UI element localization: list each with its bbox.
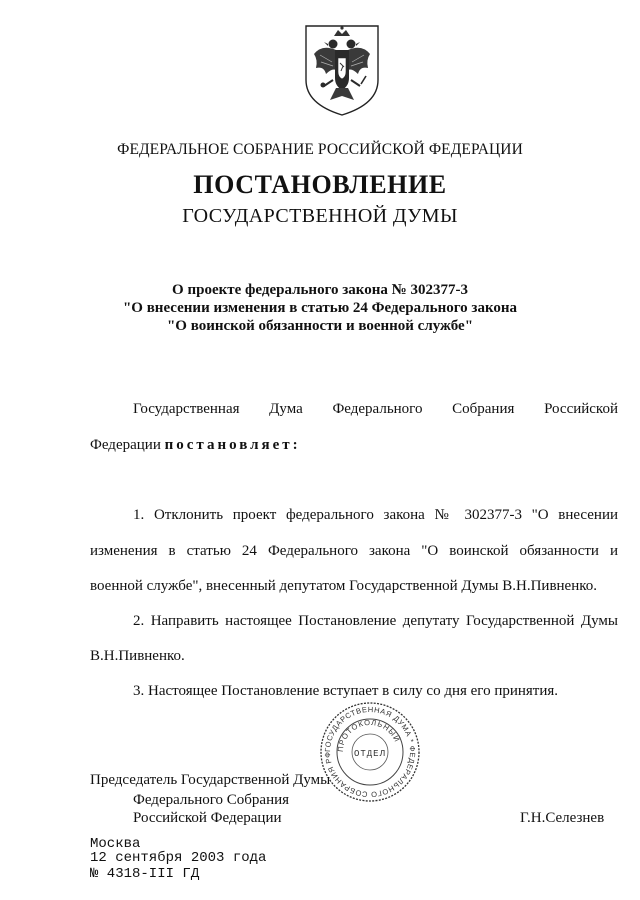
preamble-line	[90, 437, 301, 454]
paragraph-line: 1. Отклонить проект федерального закона № 302377-3 "О внесении	[133, 507, 618, 523]
document-type-heading: ПОСТАНОВЛЕНИЕ	[193, 170, 447, 199]
paragraph-line: 3. Настоящее Постановление вступает в силу со дня его принятия.	[133, 683, 559, 699]
signatory-title: Председатель Государственной Думы	[90, 772, 331, 788]
paragraph-line: изменения в статью 24 Федерального закона "О воинской обязанности и	[90, 543, 618, 559]
document-place: Москва	[90, 836, 141, 852]
issuer-title: ФЕДЕРАЛЬНОЕ СОБРАНИЕ РОССИЙСКОЙ ФЕДЕРАЦИИ	[117, 141, 523, 158]
official-stamp	[318, 700, 422, 804]
subject-line: "О внесении изменения в статью 24 Федерального закона	[122, 300, 518, 316]
document-number: № 4318-III ГД	[90, 866, 200, 882]
preamble-text: Федерации	[90, 437, 161, 453]
paragraph-line: В.Н.Пивненко.	[90, 648, 185, 664]
document-subtype-heading: ГОСУДАРСТВЕННОЙ ДУМЫ	[182, 205, 458, 227]
signatory-title: Российской Федерации	[133, 810, 282, 826]
stamp-ring-text: ГОСУДАРСТВЕННАЯ ДУМА * ФЕДЕРАЛЬНОГО СОБРАНИЯ РФ	[322, 704, 418, 800]
document-date: 12 сентября 2003 года	[90, 850, 267, 866]
stamp-inner-text: ПРОТОКОЛЬНЫЙ	[335, 717, 402, 753]
resolves-keyword: постановляет:	[164, 437, 301, 453]
signatory-name: Г.Н.Селезнев	[520, 810, 605, 826]
stamp-center-text: ОТДЕЛ	[353, 749, 387, 759]
coat-of-arms-emblem	[300, 22, 384, 118]
stamp-seal-icon	[318, 700, 422, 804]
subject-line: "О воинской обязанности и военной службе"	[166, 318, 474, 334]
paragraph-line: 2. Направить настоящее Постановление депутату Государственной Думы	[133, 613, 618, 629]
subject-line: О проекте федерального закона № 302377-3	[172, 282, 468, 298]
paragraph-line: военной службе", внесенный депутатом Государственной Думы В.Н.Пивненко.	[90, 578, 598, 594]
svg-text:ПРОТОКОЛЬНЫЙ	[336, 718, 402, 752]
signatory-title: Федерального Собрания	[133, 792, 290, 808]
russian-coat-of-arms-icon	[300, 22, 384, 118]
preamble-line: Государственная Дума Федерального Собрания Российской	[133, 401, 618, 417]
